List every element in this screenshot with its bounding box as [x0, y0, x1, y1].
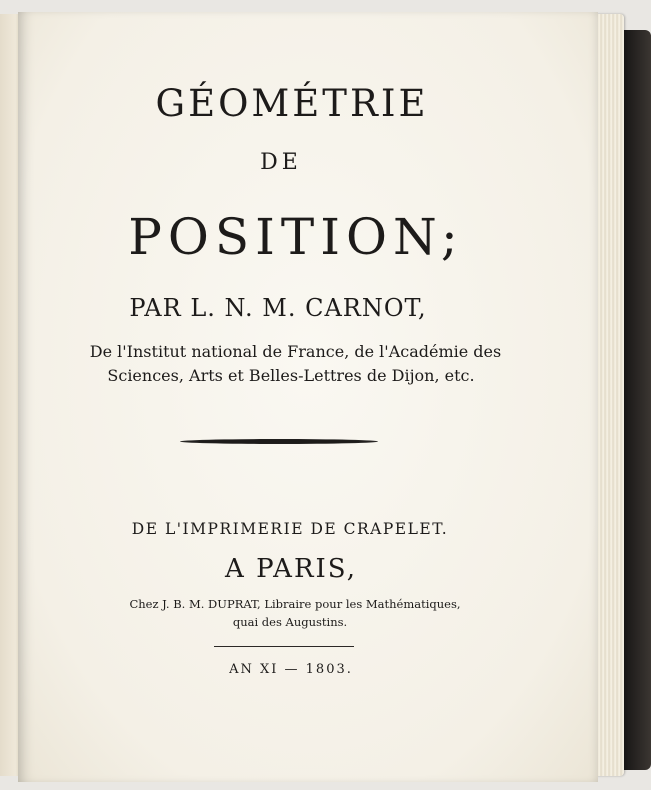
title-line-2: DE [260, 150, 302, 175]
affiliation-line-1: De l'Institut national de France, de l'Académie des [89, 342, 502, 361]
date-line: AN XI — 1803. [229, 662, 353, 677]
author-line: PAR L. N. M. CARNOT, [129, 294, 427, 322]
publisher-line-1: Chez J. B. M. DUPRAT, Libraire pour les Mathématiques, [129, 597, 461, 611]
title-line-3: POSITION; [128, 208, 464, 266]
thin-rule [214, 646, 354, 647]
title-line-1: GÉOMÉTRIE [155, 82, 429, 125]
decorative-rule [180, 439, 378, 444]
city-line: A PARIS, [225, 554, 357, 584]
title-page [18, 12, 598, 782]
affiliation-line-2: Sciences, Arts et Belles-Lettres de Dijon, etc. [107, 366, 475, 385]
printer-line: DE L'IMPRIMERIE DE CRAPELET. [131, 520, 449, 538]
publisher-line-2: quai des Augustins. [232, 615, 348, 629]
